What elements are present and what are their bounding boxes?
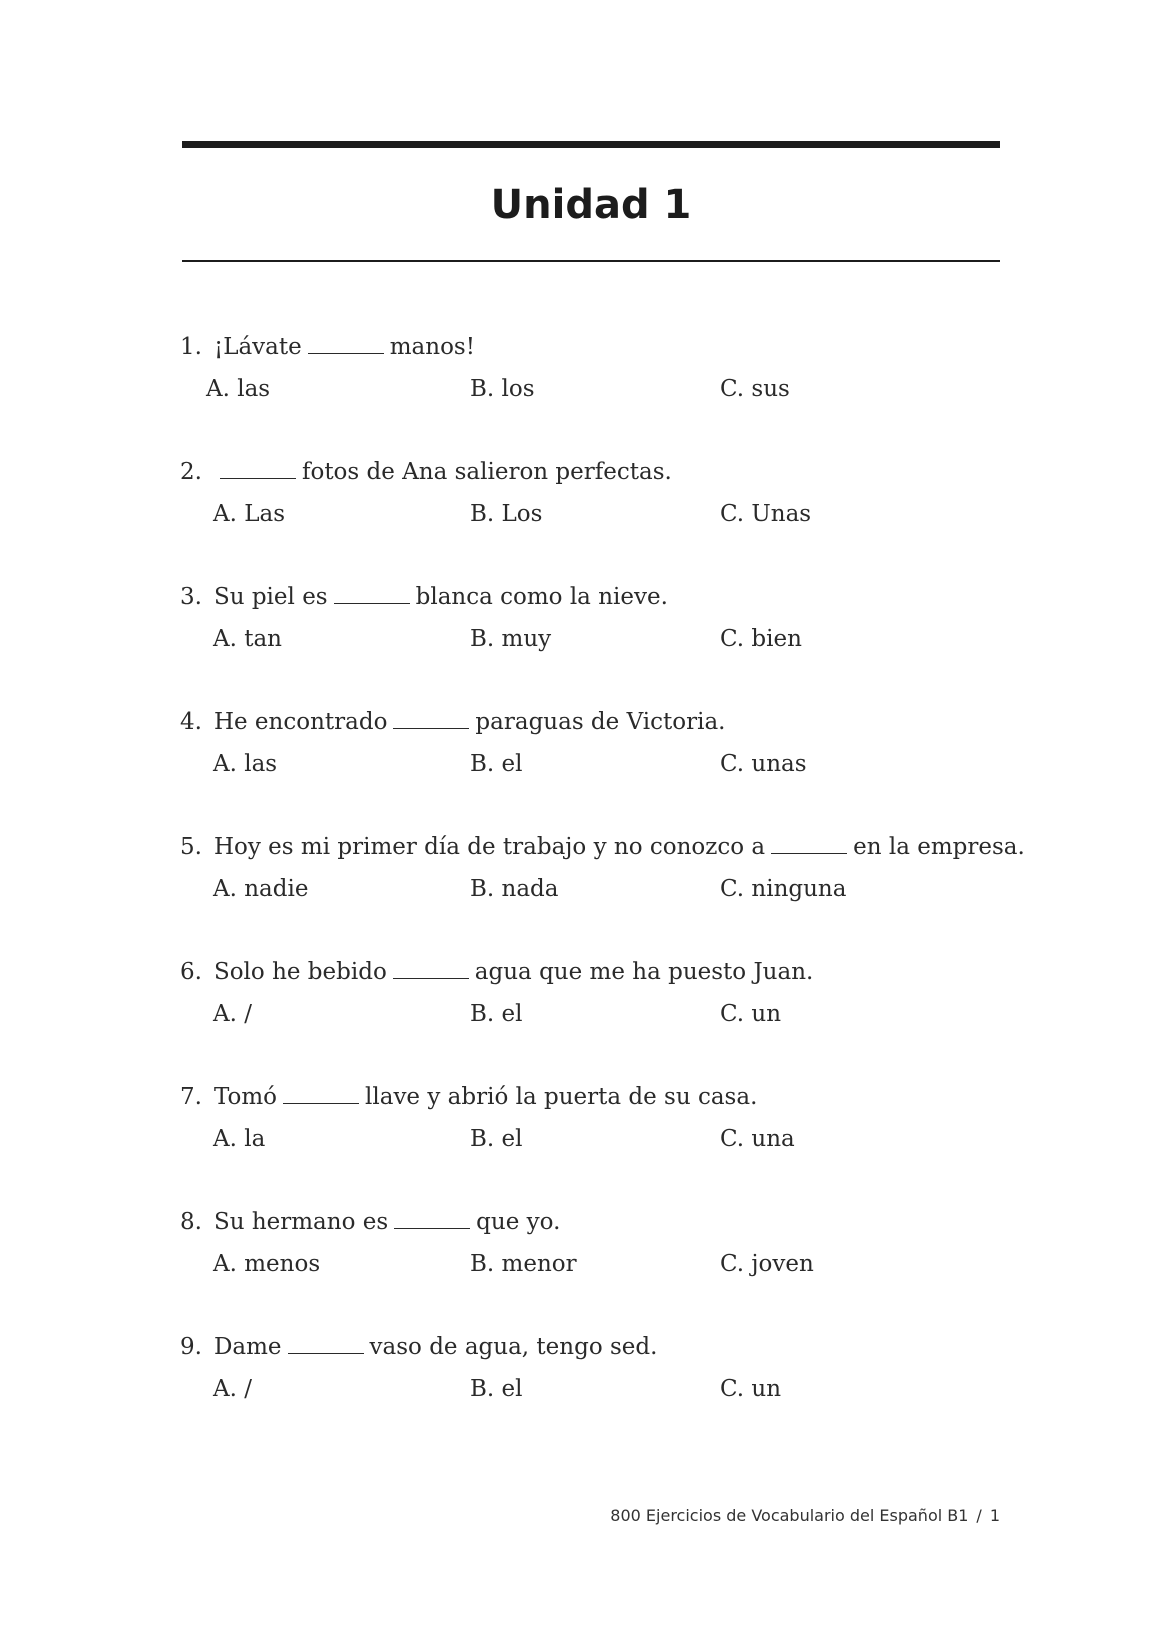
question-number: 3.: [180, 584, 202, 610]
question-text-before: Solo he bebido: [213, 959, 387, 985]
footer-page-number: 1: [989, 1506, 1000, 1525]
question-text-after: llave y abrió la puerta de su casa.: [365, 1084, 758, 1110]
question-text-after: paraguas de Victoria.: [475, 709, 726, 735]
question-4-option-a: A. las: [213, 751, 278, 777]
question-1: [180, 331, 475, 363]
question-3: [180, 581, 668, 613]
question-4-option-c: C. unas: [720, 751, 807, 777]
question-7-option-a: A. la: [213, 1126, 266, 1152]
question-text-after: blanca como la nieve.: [415, 584, 668, 610]
footer-separator: /: [976, 1506, 982, 1525]
question-number: 9.: [180, 1334, 202, 1360]
question-number: 1.: [180, 334, 202, 360]
question-5-option-a: A. nadie: [213, 876, 309, 902]
question-9-option-b: B. el: [470, 1376, 523, 1402]
question-4-option-b: B. el: [470, 751, 523, 777]
question-2-option-b: B. Los: [470, 501, 543, 527]
question-text-before: He encontrado: [213, 709, 388, 735]
question-number: 7.: [180, 1084, 202, 1110]
answer-blank: [283, 1099, 359, 1104]
question-8-option-b: B. menor: [470, 1251, 577, 1277]
question-text-before: Tomó: [213, 1084, 278, 1110]
question-2: [180, 456, 672, 488]
footer-book-title: 800 Ejercicios de Vocabulario del Español B1: [610, 1506, 969, 1525]
question-2-option-a: A. Las: [213, 501, 286, 527]
question-text-after: que yo.: [476, 1209, 561, 1235]
answer-blank: [308, 349, 384, 354]
question-9-option-c: C. un: [720, 1376, 782, 1402]
question-3-option-c: C. bien: [720, 626, 802, 652]
answer-blank: [771, 849, 847, 854]
question-text-before: ¡Lávate: [213, 334, 302, 360]
question-number: 5.: [180, 834, 202, 860]
question-5: [180, 831, 1025, 863]
question-1-option-c: C. sus: [720, 376, 790, 402]
question-text-after: manos!: [389, 334, 475, 360]
question-number: 2.: [180, 459, 202, 485]
question-text-before: Dame: [213, 1334, 282, 1360]
question-text-before: Su piel es: [213, 584, 328, 610]
answer-blank: [288, 1349, 364, 1354]
question-7-option-c: C. una: [720, 1126, 795, 1152]
question-7: [180, 1081, 757, 1113]
question-9: [180, 1331, 657, 1363]
question-1-option-a: A. las: [206, 376, 271, 402]
question-3-option-b: B. muy: [470, 626, 552, 652]
question-number: 6.: [180, 959, 202, 985]
question-text-after: en la empresa.: [853, 834, 1025, 860]
question-8-option-a: A. menos: [213, 1251, 321, 1277]
question-text-before: Hoy es mi primer día de trabajo y no conozco a: [213, 834, 766, 860]
answer-blank: [394, 1224, 470, 1229]
answer-blank: [220, 474, 296, 479]
question-2-option-c: C. Unas: [720, 501, 812, 527]
question-5-option-b: B. nada: [470, 876, 559, 902]
question-number: 8.: [180, 1209, 202, 1235]
question-7-option-b: B. el: [470, 1126, 523, 1152]
question-text-before: Su hermano es: [213, 1209, 389, 1235]
question-6-option-a: A. /: [213, 1001, 252, 1027]
question-6: [180, 956, 813, 988]
question-number: 4.: [180, 709, 202, 735]
question-6-option-c: C. un: [720, 1001, 782, 1027]
answer-blank: [334, 599, 410, 604]
question-8: [180, 1206, 560, 1238]
answer-blank: [393, 724, 469, 729]
question-3-option-a: A. tan: [213, 626, 282, 652]
question-text-after: agua que me ha puesto Juan.: [474, 959, 814, 985]
question-1-option-b: B. los: [470, 376, 535, 402]
question-8-option-c: C. joven: [720, 1251, 814, 1277]
question-9-option-a: A. /: [213, 1376, 252, 1402]
question-6-option-b: B. el: [470, 1001, 523, 1027]
page-footer: [610, 1506, 1000, 1525]
answer-blank: [393, 974, 469, 979]
page-title: Unidad 1: [490, 182, 692, 228]
question-4: [180, 706, 725, 738]
question-5-option-c: C. ninguna: [720, 876, 847, 902]
question-text-after: fotos de Ana salieron perfectas.: [301, 459, 672, 485]
question-text-after: vaso de agua, tengo sed.: [369, 1334, 658, 1360]
